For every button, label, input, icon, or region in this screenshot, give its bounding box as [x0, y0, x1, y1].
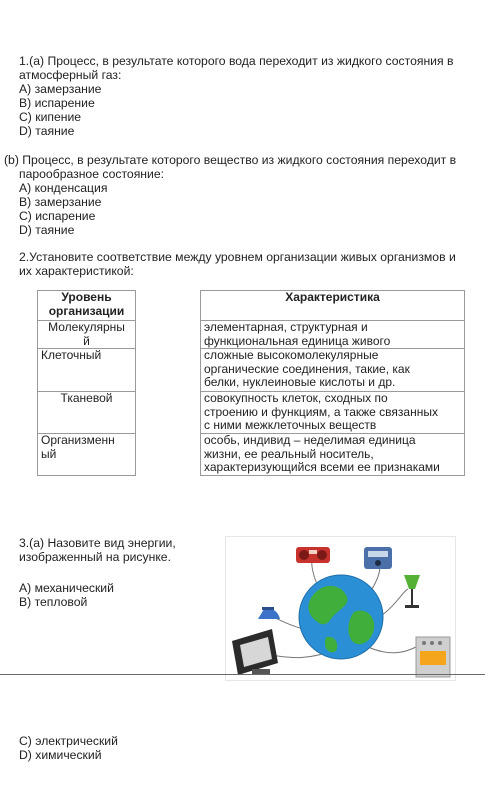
question-1a-text-line-2: атмосферный газ:: [19, 68, 122, 82]
characteristic-2-line-1: сложные высокомолекулярные: [204, 348, 379, 362]
question-3-option-c: C) электрический: [19, 734, 118, 748]
question-1b-text-line-2: парообразное состояние:: [19, 167, 165, 181]
question-3-text-line-1: 3.(a) Назовите вид энергии,: [19, 536, 176, 550]
level-molecular-line-1: Молекулярны: [48, 320, 125, 334]
characteristics-table-header: Характеристика: [201, 291, 465, 321]
characteristic-cell-3: [201, 392, 465, 434]
question-3-option-d: D) химический: [19, 748, 102, 762]
question-2-text-line-2: их характеристикой:: [19, 264, 134, 278]
energy-illustration: [225, 536, 456, 681]
characteristic-2-line-3: белки, нуклеиновые кислоты и др.: [204, 375, 396, 389]
characteristic-3-line-3: с ними межклеточных веществ: [204, 418, 377, 432]
levels-header-line-2: организации: [48, 303, 125, 318]
question-3-text-line-2: изображенный на рисунке.: [19, 550, 171, 564]
question-1a-option-a: A) замерзание: [19, 82, 102, 96]
characteristic-4-line-3: характеризующийся всеми ее признаками: [204, 460, 440, 474]
question-3-option-a: A) механический: [19, 581, 114, 595]
question-1b-text-line-1: (b) Процесс, в результате которого вещество из жидкого состояния переходит в: [4, 153, 457, 167]
characteristic-2-line-2: органические соединения, такие, как: [204, 361, 410, 376]
stove-icon: [416, 637, 450, 677]
characteristic-cell-1: [201, 321, 465, 349]
question-3-option-b: B) тепловой: [19, 595, 88, 609]
question-1a-option-c: C) кипение: [19, 110, 82, 124]
level-cell-organism: [38, 434, 136, 476]
level-cell-tissue: [38, 392, 136, 434]
levels-header-line-1: Уровень: [61, 290, 112, 304]
question-1b-option-c: C) испарение: [19, 209, 96, 223]
level-organism-line-1: Организменн: [41, 433, 115, 447]
question-1a-option-b: B) испарение: [19, 96, 95, 110]
radio-receiver-icon: [364, 547, 392, 569]
page-divider: [0, 674, 485, 675]
question-1a-option-d: D) таяние: [19, 124, 75, 138]
globe-icon: [299, 575, 383, 659]
characteristic-4-line-1: особь, индивид – неделимая единица: [204, 433, 416, 447]
characteristic-3-line-2: строению и функциям, а также связанных: [204, 404, 438, 419]
levels-table: [37, 290, 136, 476]
energy-illustration-svg: [226, 537, 455, 680]
level-cell-cellular: [38, 349, 136, 392]
question-2-text-line-1: 2.Установите соответствие между уровнем организации живых организмов и: [19, 250, 456, 264]
characteristic-1-line-1: элементарная, структурная и: [204, 320, 368, 334]
question-1b-option-b: B) замерзание: [19, 195, 102, 209]
characteristic-cell-4: [201, 434, 465, 476]
iron-icon: [258, 607, 280, 619]
computer-icon: [232, 629, 278, 675]
characteristics-table: [200, 290, 465, 476]
question-1a-text-line-1: 1.(a) Процесс, в результате которого вода переходит из жидкого состояния в: [19, 54, 454, 68]
level-organism-line-2: ый: [41, 446, 57, 461]
levels-table-header: [38, 291, 136, 321]
lamp-icon: [404, 575, 420, 608]
level-molecular-line-2: й: [83, 333, 90, 348]
characteristic-cell-2: [201, 349, 465, 392]
characteristic-1-line-2: функциональная единица живого: [204, 333, 391, 348]
question-1b-option-a: A) конденсация: [19, 181, 108, 195]
characteristic-3-line-1: совокупность клеток, сходных по: [204, 391, 388, 405]
level-cell-molecular: [38, 321, 136, 349]
characteristic-4-line-2: жизни, ее реальный носитель,: [204, 446, 374, 461]
question-1b-option-d: D) таяние: [19, 223, 75, 237]
level-tissue-label: Тканевой: [60, 391, 113, 405]
level-cellular-label: Клеточный: [41, 348, 102, 362]
radio-icon: [296, 547, 330, 563]
